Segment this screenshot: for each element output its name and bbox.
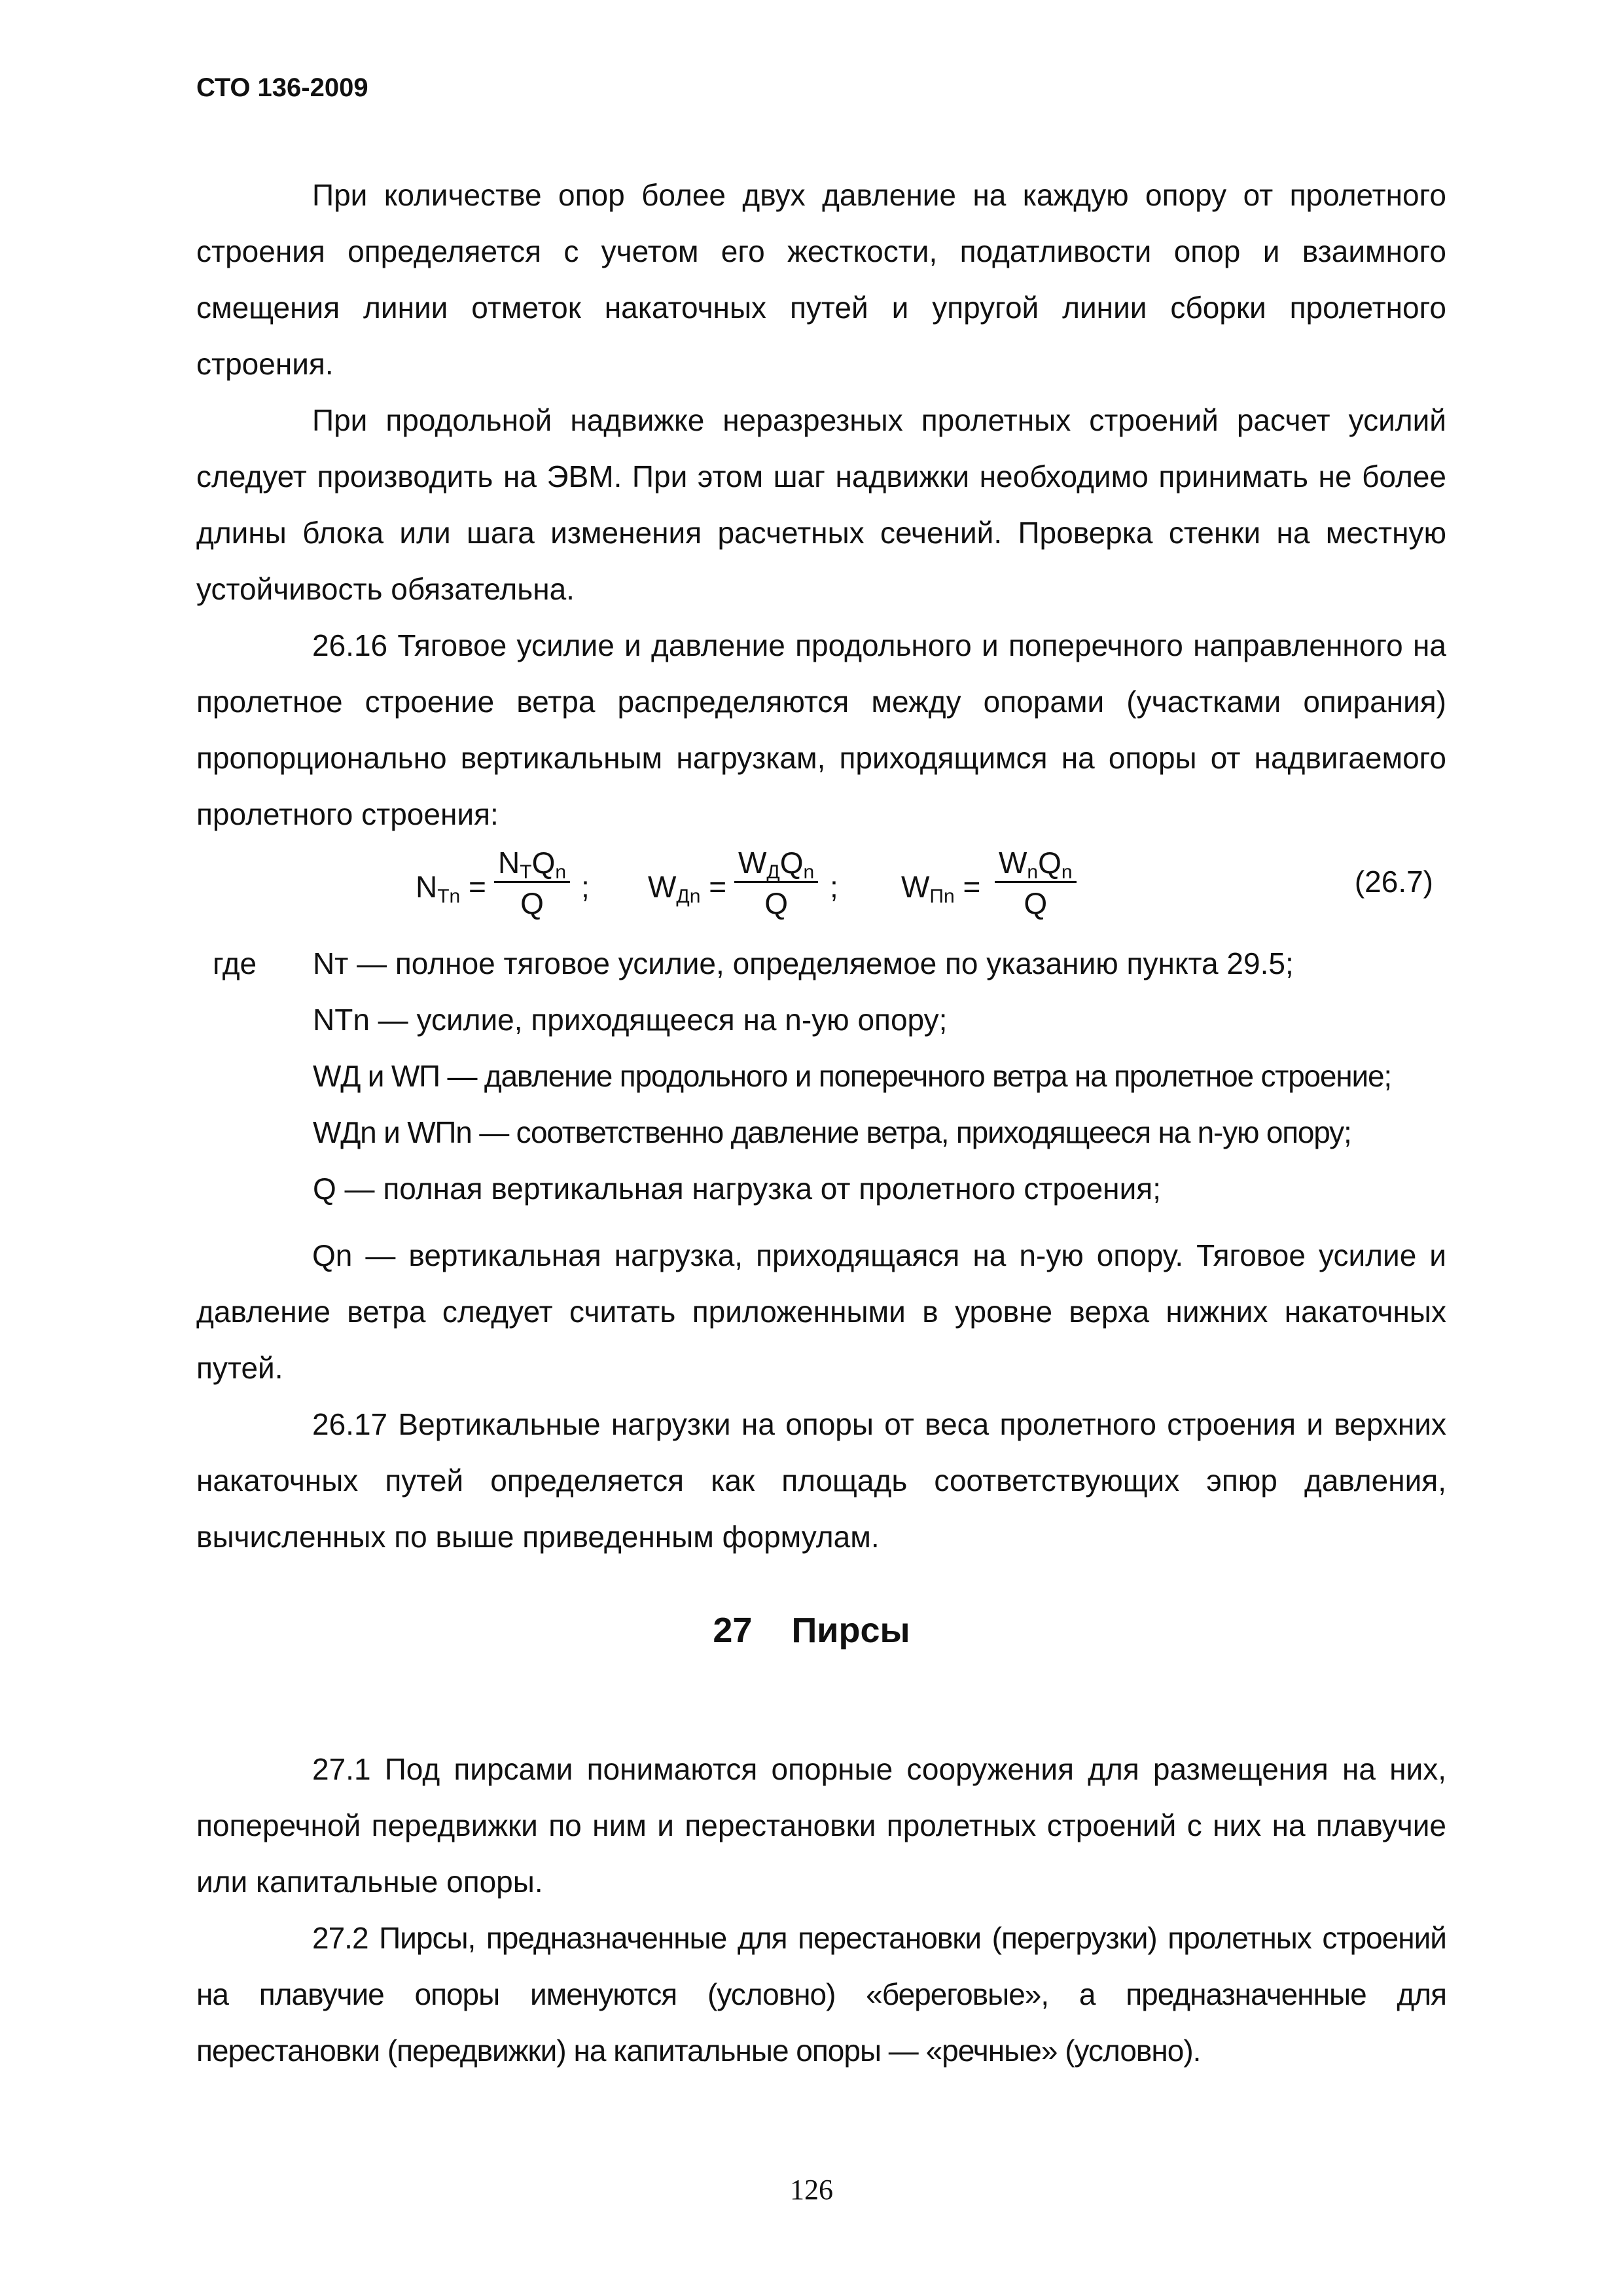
definition-item: NTn — усилие, приходящееся на n-ую опору; — [313, 1003, 948, 1037]
text-block-a — [196, 167, 1446, 842]
formula-1-fraction: $N_TQ_n$ Q — [494, 844, 570, 924]
equation-number: (26.7) — [1354, 865, 1433, 899]
paragraph: 27.2 Пирсы, предназначенные для перестановки (перегрузки) пролетных строений на плавучие опоры именуются (условно) «береговые», а предназначенные для перестановки (передвижки) на капитальные опоры — «речные» (условно). — [196, 1921, 1446, 2068]
where-label: где — [213, 946, 257, 980]
paragraph: При продольной надвижке неразрезных пролетных строений расчет усилий следует производить на ЭВМ. При этом шаг надвижки необходимо принимать не более длины блока или шага изменения расчетных сечений. Проверка стенки на местную устойчивость обязательна. — [196, 403, 1446, 606]
formula-3-fraction: $W_nQ_n$ Q — [995, 844, 1077, 924]
document-code: СТО 136-2009 — [196, 73, 368, 102]
formula-3-lhs: $W_{Пn}$ = — [901, 870, 981, 907]
section-number: 27 — [713, 1611, 753, 1650]
section-title: Пирсы — [791, 1611, 910, 1650]
definition-item: Q — полная вертикальная нагрузка от пролетного строения; — [313, 1172, 1161, 1206]
paragraph: При количестве опор более двух давление на каждую опору от пролетного строения определяется с учетом его жесткости, податливости опор и взаимного смещения линии отметок накаточных путей и упругой линии сборки пролетного строения. — [196, 178, 1446, 381]
paragraph: 26.17 Вертикальные нагрузки на опоры от веса пролетного строения и верхних накаточных путей определяется как площадь соответствующих эпюр давления, вычисленных по выше приведенным формулам. — [196, 1407, 1446, 1554]
page-number: 126 — [790, 2174, 833, 2206]
definition-item: WД и WП — давление продольного и поперечного ветра на пролетное строение; — [313, 1059, 1391, 1093]
paragraph: Qn — вертикальная нагрузка, приходящаяся на n-ую опору. Тяговое усилие и давление ветра следует считать приложенными в уровне верха нижних накаточных путей. — [196, 1238, 1446, 1385]
paragraph: 27.1 Под пирсами понимаются опорные сооружения для размещения на них, поперечной передвижки по ним и перестановки пролетных строений с них на плавучие или капитальные опоры. — [196, 1752, 1446, 1899]
text-block-b — [196, 1227, 1446, 1565]
paragraph: 26.16 Тяговое усилие и давление продольного и поперечного направленного на пролетное строение ветра распределяются между опорами (участками опирания) пропорционально вертикальным нагрузкам, приходящимся на опоры от надвигаемого пролетного строения: — [196, 628, 1446, 831]
section-heading — [0, 1610, 1623, 1651]
formula-26-7: $N_{Tn}$ = $N_TQ_n$ Q ; $W_{Дn}$ = $W_ДQ_n$ Q ; $W_{Пn}$ = $W_nQ_n$ Q (26.7) — [0, 844, 1623, 942]
formula-2-lhs: $W_{Дn}$ = — [648, 870, 727, 907]
formula-2-fraction: $W_ДQ_n$ Q — [734, 844, 818, 924]
text-block-c — [196, 1741, 1446, 2079]
definition-item: WДn и WПn — соответственно давление ветра, приходящееся на n-ую опору; — [313, 1115, 1351, 1149]
definition-item: Nт — полное тяговое усилие, определяемое по указанию пункта 29.5; — [313, 946, 1294, 980]
formula-1-lhs: $N_{Tn}$ = — [416, 870, 486, 907]
